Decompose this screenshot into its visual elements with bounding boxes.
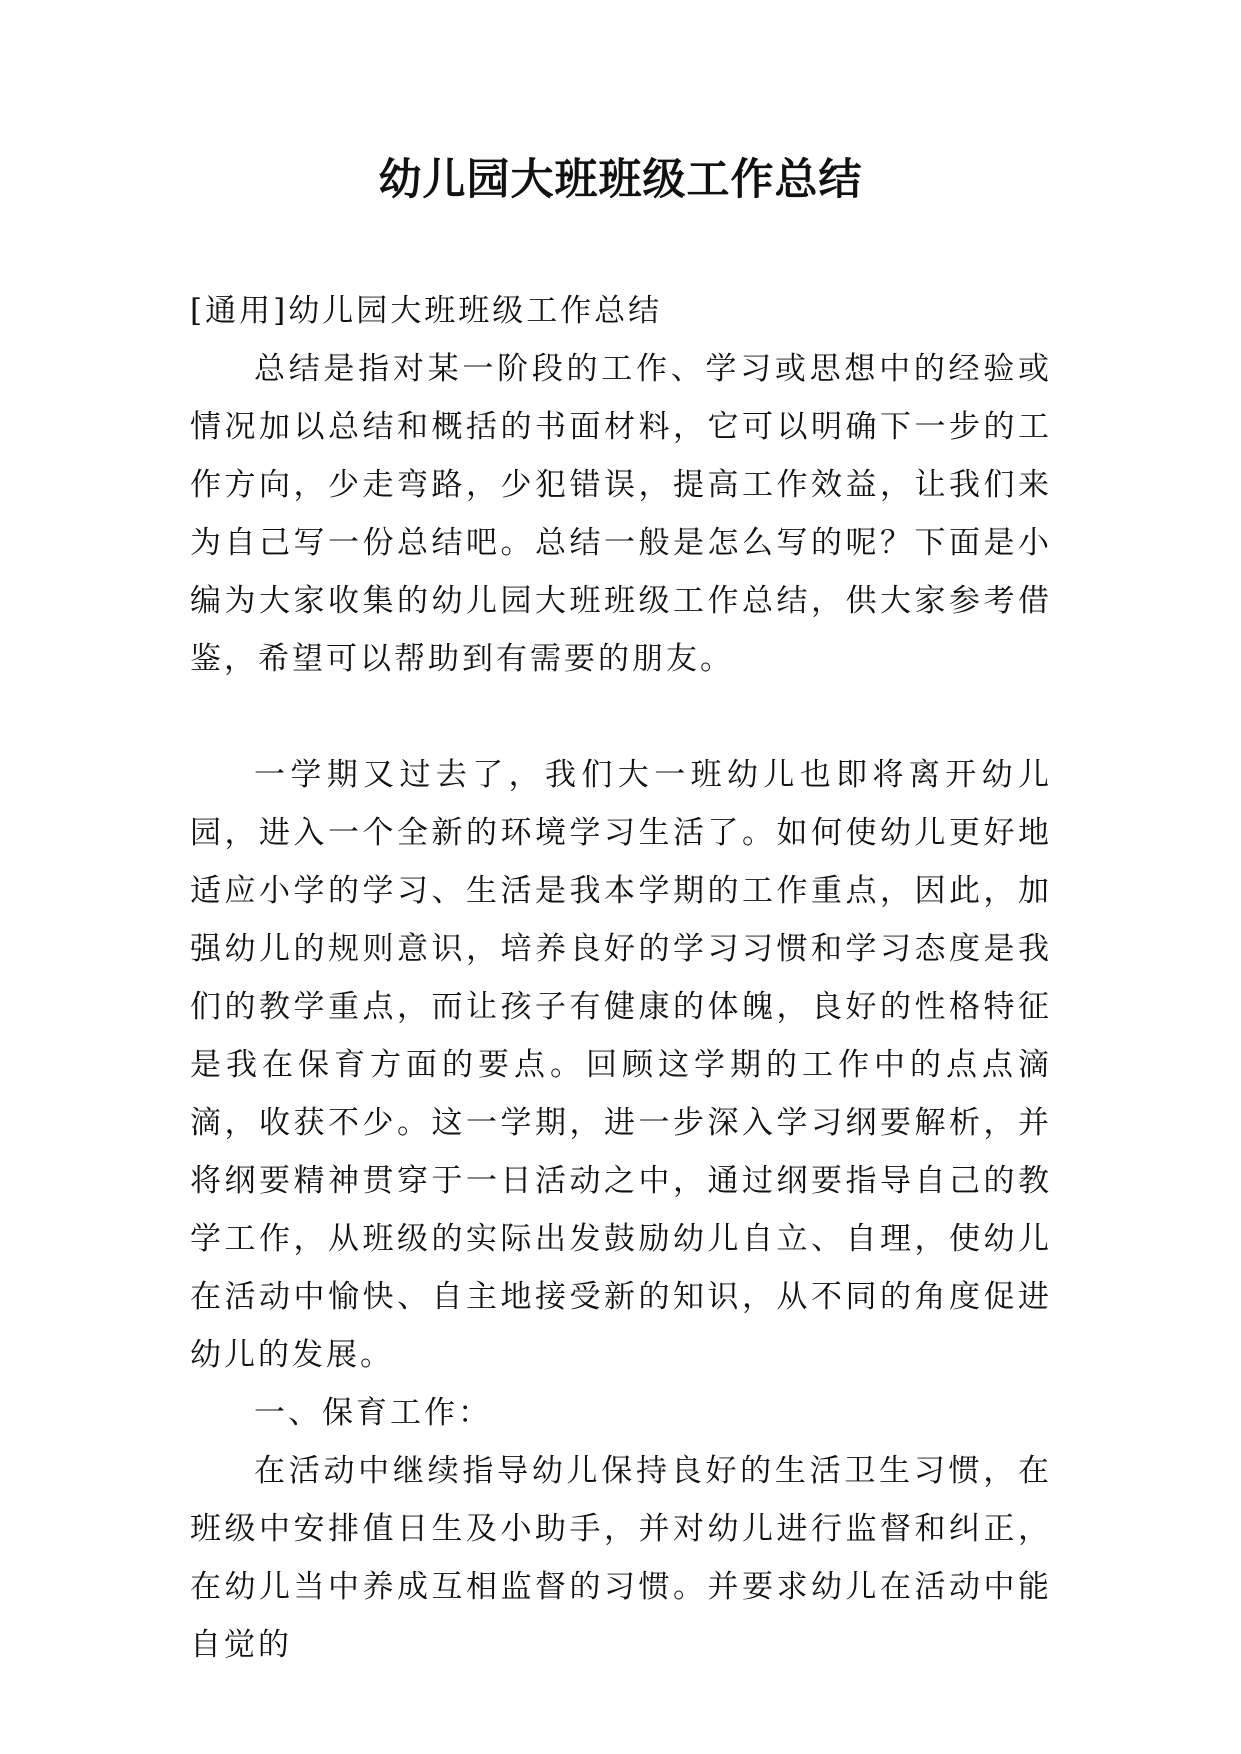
section-heading-care-work: 一、保育工作： — [254, 1395, 492, 1431]
document-body — [190, 282, 1052, 1674]
document-title: 幼儿园大班班级工作总结 — [378, 155, 863, 205]
semester-paragraph: 一学期又过去了，我们大一班幼儿也即将离开幼儿园，进入一个全新的环境学习生活了。如何使幼儿更好地适应小学的学习、生活是我本学期的工作重点，因此，加强幼儿的规则意识，培养良好的学习习惯和学习态度是我们的教学重点，而让孩子有健康的体魄，良好的性格特征是我在保育方面的要点。回顾这学期的工作中的点点滴滴，收获不少。这一学期，进一步深入学习纲要解析，并将纲要精神贯穿于一日活动之中，通过纲要指导自己的教学工作，从班级的实际出发鼓励幼儿自立、自理，使幼儿在活动中愉快、自主地接受新的知识，从不同的角度促进幼儿的发展。 — [190, 757, 1052, 1373]
care-work-paragraph: 在活动中继续指导幼儿保持良好的生活卫生习惯，在班级中安排值日生及小助手，并对幼儿进行监督和纠正，在幼儿当中养成互相监督的习惯。并要求幼儿在活动中能自觉的 — [190, 1453, 1052, 1663]
document-subtitle: [通用]幼儿园大班班级工作总结 — [190, 293, 663, 329]
paragraph-gap — [190, 688, 1052, 746]
intro-paragraph: 总结是指对某一阶段的工作、学习或思想中的经验或情况加以总结和概括的书面材料，它可以明确下一步的工作方向，少走弯路，少犯错误，提高工作效益，让我们来为自己写一份总结吧。总结一般是怎么写的呢？下面是小编为大家收集的幼儿园大班班级工作总结，供大家参考借鉴，希望可以帮助到有需要的朋友。 — [190, 351, 1052, 677]
